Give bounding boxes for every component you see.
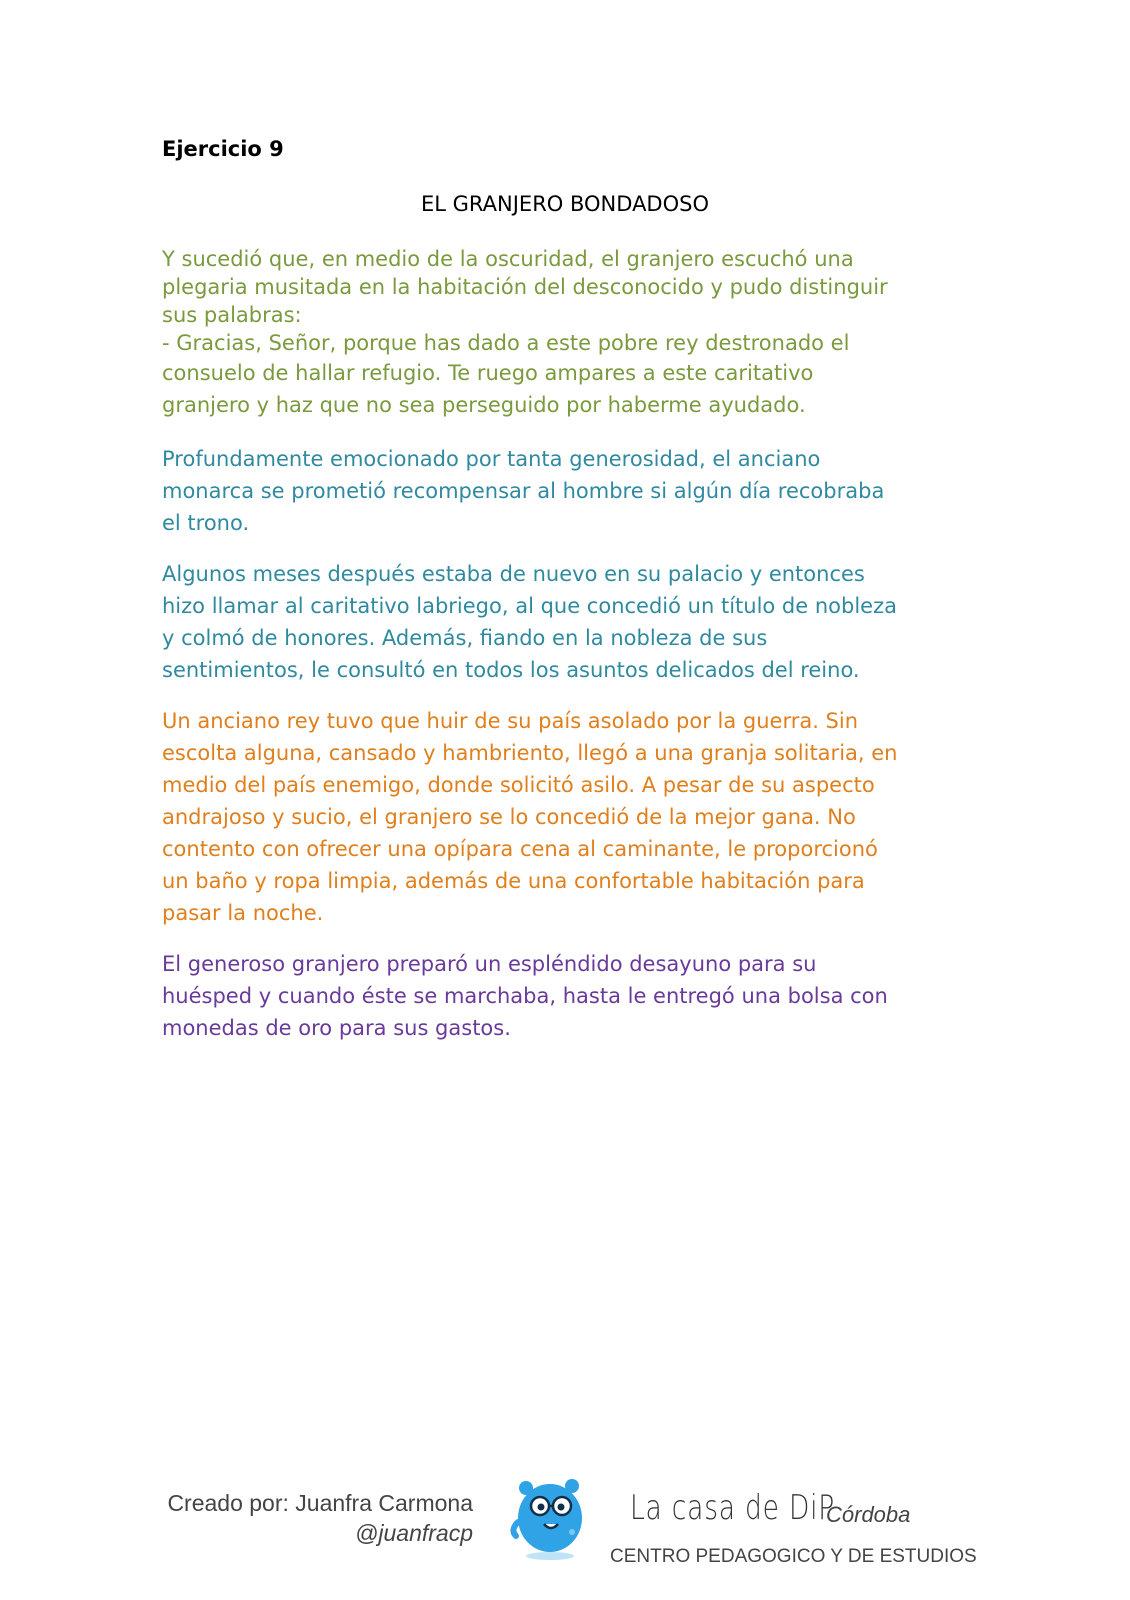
story-paragraph: [162, 705, 982, 929]
paragraph-line: Profundamente emocionado por tanta generosidad, el anciano: [162, 447, 821, 471]
paragraph-line: un baño y ropa limpia, además de una confortable habitación para: [162, 869, 865, 893]
paragraph-line: Algunos meses después estaba de nuevo en su palacio y entonces: [162, 562, 865, 586]
mascot-body: [518, 1484, 582, 1552]
paragraph-line: medio del país enemigo, donde solicitó asilo. A pesar de su aspecto: [162, 773, 875, 797]
author-handle: @juanfracp: [355, 1520, 473, 1546]
paragraph-line: Y sucedió que, en medio de la oscuridad, el granjero escuchó una: [162, 247, 854, 271]
paragraph-line: El generoso granjero preparó un espléndido desayuno para su: [162, 952, 817, 976]
paragraph-line: contento con ofrecer una opípara cena al caminante, le proporcionó: [162, 837, 878, 861]
paragraph-line: sus palabras:: [162, 303, 302, 327]
paragraph-line: monedas de oro para sus gastos.: [162, 1016, 511, 1040]
brand-subtitle: CENTRO PEDAGOGICO Y DE ESTUDIOS: [610, 1546, 977, 1567]
mascot-eye-left: [538, 1504, 545, 1511]
paragraph-line: Un anciano rey tuvo que huir de su país asolado por la guerra. Sin: [162, 709, 859, 733]
exercise-label: Ejercicio 9: [162, 137, 284, 161]
paragraph-line: sentimientos, le consultó en todos los asuntos delicados del reino.: [162, 658, 860, 682]
paragraph-line: hizo llamar al caritativo labriego, al que concedió un título de nobleza: [162, 594, 897, 618]
paragraph-line: andrajoso y sucio, el granjero se lo concedió de la mejor gana. No: [162, 805, 856, 829]
story-paragraph: [162, 443, 982, 539]
mascot-mouth: [544, 1524, 558, 1528]
page-footer: [0, 1470, 1130, 1580]
paragraph-line: granjero y haz que no sea perseguido por haberme ayudado.: [162, 393, 806, 417]
story-paragraph: [162, 245, 982, 421]
paragraph-line: el trono.: [162, 511, 250, 535]
paragraph-line: plegaria musitada en la habitación del desconocido y pudo distinguir: [162, 275, 888, 299]
mascot-spot: [569, 1529, 575, 1535]
mascot-shadow: [526, 1552, 574, 1560]
paragraph-line: consuelo de hallar refugio. Te ruego ampares a este caritativo: [162, 361, 814, 385]
paragraph-line: - Gracias, Señor, porque has dado a este pobre rey destronado el: [162, 331, 850, 355]
story-title: [0, 192, 1130, 216]
mascot-arm: [513, 1522, 518, 1536]
mascot-eye-right: [558, 1504, 565, 1511]
paragraph-line: huésped y cuando éste se marchaba, hasta le entregó una bolsa con: [162, 984, 888, 1008]
story-title-text: EL GRANJERO BONDADOSO: [421, 192, 709, 216]
paragraph-line: monarca se prometió recompensar al hombre si algún día recobraba: [162, 479, 885, 503]
brand-name: La casa de DiP: [630, 1488, 836, 1528]
paragraph-line: escolta alguna, cansado y hambriento, llegó a una granja solitaria, en: [162, 741, 898, 765]
story-paragraph: [162, 558, 982, 686]
brand-city: Córdoba: [826, 1502, 911, 1527]
paragraph-line: pasar la noche.: [162, 901, 324, 925]
paragraph-line: y colmó de honores. Además, fiando en la nobleza de sus: [162, 626, 768, 650]
mascot-icon: [510, 1472, 590, 1562]
story-paragraph: [162, 948, 982, 1044]
author-credit: Creado por: Juanfra Carmona: [167, 1490, 473, 1516]
